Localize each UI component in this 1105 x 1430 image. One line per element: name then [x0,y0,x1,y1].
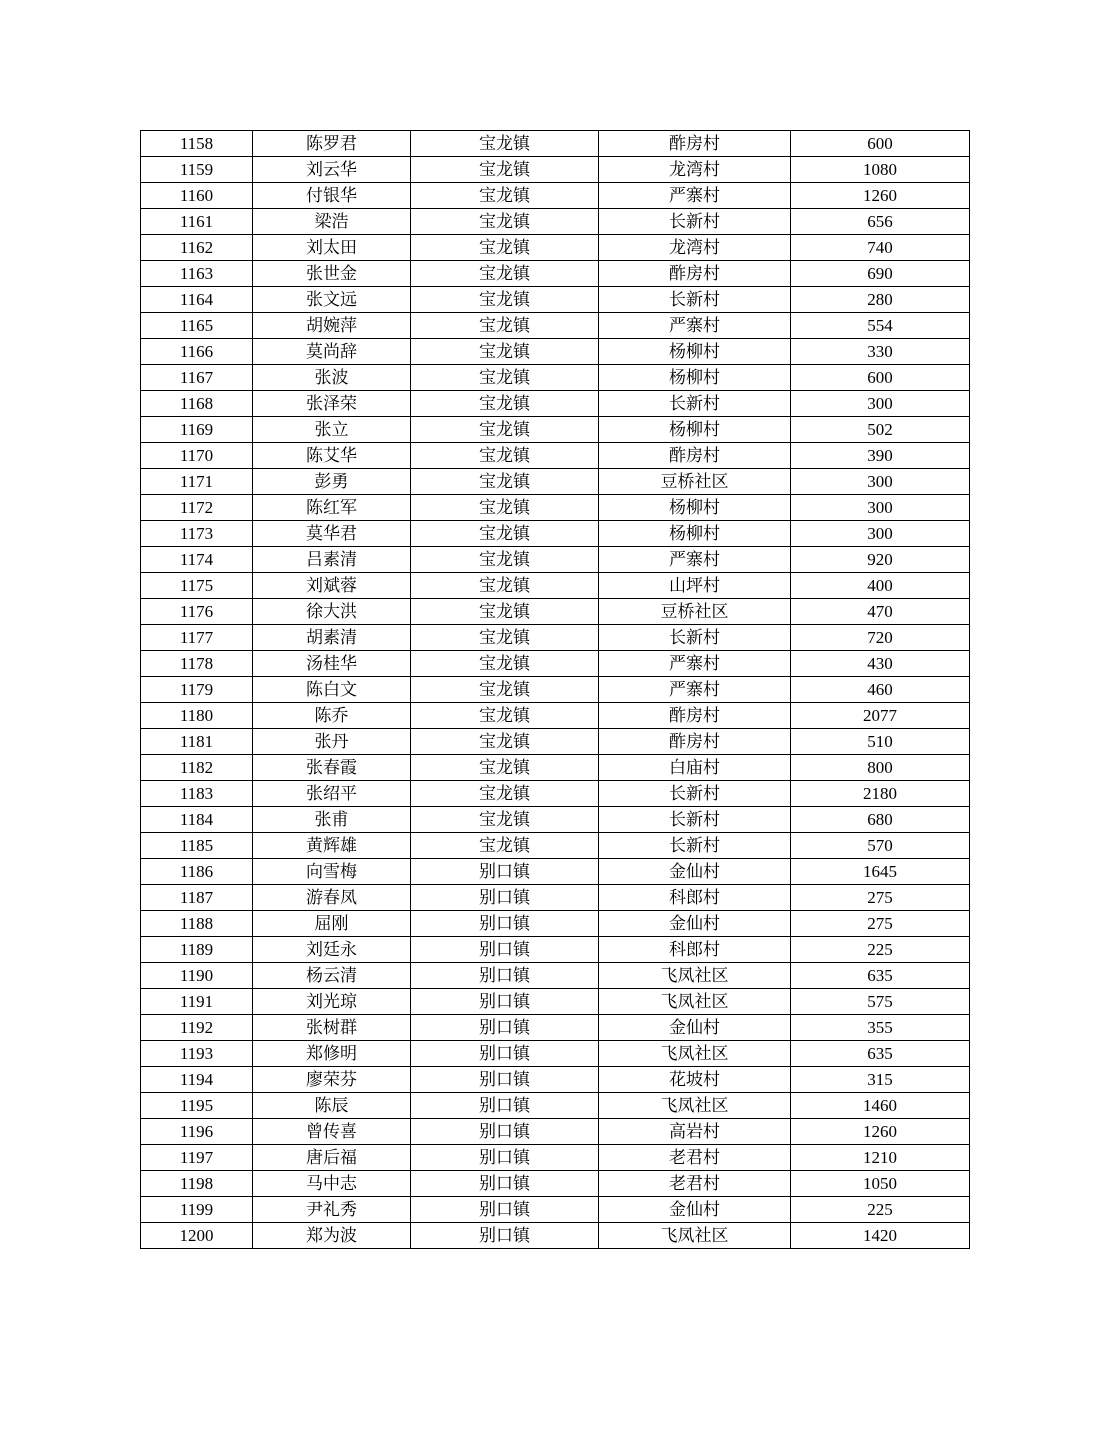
cell-town: 别口镇 [411,1015,599,1041]
table-row [141,781,970,807]
cell-serial-number: 1183 [141,781,253,807]
table-row [141,937,970,963]
cell-town: 宝龙镇 [411,313,599,339]
table-row [141,625,970,651]
roster-table [140,130,970,1249]
cell-village: 山坪村 [599,573,791,599]
cell-serial-number: 1168 [141,391,253,417]
table-row [141,521,970,547]
table-row [141,547,970,573]
table-row [141,755,970,781]
cell-amount: 554 [791,313,970,339]
roster-table-body [141,131,970,1249]
cell-serial-number: 1179 [141,677,253,703]
cell-name: 曾传喜 [253,1119,411,1145]
cell-amount: 1210 [791,1145,970,1171]
cell-amount: 300 [791,391,970,417]
cell-serial-number: 1165 [141,313,253,339]
cell-amount: 315 [791,1067,970,1093]
cell-name: 吕素清 [253,547,411,573]
cell-village: 龙湾村 [599,157,791,183]
cell-town: 宝龙镇 [411,677,599,703]
cell-town: 别口镇 [411,911,599,937]
cell-town: 宝龙镇 [411,443,599,469]
table-row [141,183,970,209]
cell-amount: 2077 [791,703,970,729]
cell-amount: 300 [791,495,970,521]
cell-name: 刘太田 [253,235,411,261]
cell-serial-number: 1178 [141,651,253,677]
cell-town: 别口镇 [411,1223,599,1249]
cell-name: 刘云华 [253,157,411,183]
cell-name: 郑为波 [253,1223,411,1249]
cell-village: 龙湾村 [599,235,791,261]
cell-serial-number: 1172 [141,495,253,521]
cell-serial-number: 1181 [141,729,253,755]
cell-village: 老君村 [599,1145,791,1171]
cell-amount: 300 [791,469,970,495]
cell-amount: 1260 [791,183,970,209]
cell-amount: 575 [791,989,970,1015]
cell-village: 严寨村 [599,651,791,677]
cell-serial-number: 1164 [141,287,253,313]
cell-amount: 280 [791,287,970,313]
cell-town: 宝龙镇 [411,573,599,599]
cell-town: 宝龙镇 [411,365,599,391]
cell-name: 马中志 [253,1171,411,1197]
cell-village: 豆桥社区 [599,599,791,625]
table-row [141,911,970,937]
cell-name: 陈辰 [253,1093,411,1119]
cell-serial-number: 1159 [141,157,253,183]
cell-name: 张丹 [253,729,411,755]
cell-village: 飞凤社区 [599,1041,791,1067]
cell-amount: 355 [791,1015,970,1041]
cell-village: 金仙村 [599,911,791,937]
table-row [141,573,970,599]
table-row [141,365,970,391]
cell-village: 豆桥社区 [599,469,791,495]
table-row [141,495,970,521]
cell-town: 宝龙镇 [411,391,599,417]
cell-serial-number: 1193 [141,1041,253,1067]
cell-town: 宝龙镇 [411,703,599,729]
cell-amount: 635 [791,1041,970,1067]
cell-amount: 1420 [791,1223,970,1249]
cell-serial-number: 1188 [141,911,253,937]
cell-town: 宝龙镇 [411,261,599,287]
cell-serial-number: 1191 [141,989,253,1015]
cell-amount: 225 [791,1197,970,1223]
cell-village: 杨柳村 [599,417,791,443]
cell-serial-number: 1176 [141,599,253,625]
cell-village: 白庙村 [599,755,791,781]
cell-village: 科郎村 [599,937,791,963]
cell-town: 宝龙镇 [411,495,599,521]
cell-amount: 1260 [791,1119,970,1145]
cell-serial-number: 1166 [141,339,253,365]
cell-name: 黄辉雄 [253,833,411,859]
cell-village: 花坡村 [599,1067,791,1093]
cell-name: 彭勇 [253,469,411,495]
cell-town: 宝龙镇 [411,131,599,157]
cell-amount: 330 [791,339,970,365]
table-row [141,989,970,1015]
cell-village: 杨柳村 [599,339,791,365]
cell-name: 胡婉萍 [253,313,411,339]
table-row [141,729,970,755]
table-row [141,235,970,261]
cell-serial-number: 1180 [141,703,253,729]
cell-town: 宝龙镇 [411,833,599,859]
cell-serial-number: 1169 [141,417,253,443]
cell-amount: 720 [791,625,970,651]
table-row [141,807,970,833]
cell-name: 向雪梅 [253,859,411,885]
cell-name: 张树群 [253,1015,411,1041]
cell-amount: 740 [791,235,970,261]
cell-village: 杨柳村 [599,365,791,391]
cell-town: 别口镇 [411,1119,599,1145]
cell-town: 宝龙镇 [411,781,599,807]
cell-serial-number: 1185 [141,833,253,859]
table-row [141,859,970,885]
cell-amount: 635 [791,963,970,989]
cell-village: 长新村 [599,807,791,833]
cell-serial-number: 1167 [141,365,253,391]
cell-amount: 510 [791,729,970,755]
cell-village: 科郎村 [599,885,791,911]
cell-serial-number: 1161 [141,209,253,235]
cell-name: 张文远 [253,287,411,313]
cell-name: 尹礼秀 [253,1197,411,1223]
cell-town: 宝龙镇 [411,625,599,651]
table-row [141,1015,970,1041]
cell-name: 张春霞 [253,755,411,781]
table-row [141,131,970,157]
table-row [141,469,970,495]
cell-amount: 400 [791,573,970,599]
cell-town: 宝龙镇 [411,183,599,209]
cell-serial-number: 1190 [141,963,253,989]
cell-name: 张立 [253,417,411,443]
cell-name: 刘光琼 [253,989,411,1015]
cell-amount: 275 [791,911,970,937]
cell-serial-number: 1163 [141,261,253,287]
cell-serial-number: 1192 [141,1015,253,1041]
cell-village: 长新村 [599,833,791,859]
cell-town: 宝龙镇 [411,729,599,755]
cell-village: 金仙村 [599,1197,791,1223]
cell-town: 别口镇 [411,1093,599,1119]
table-row [141,703,970,729]
cell-village: 金仙村 [599,859,791,885]
cell-amount: 800 [791,755,970,781]
cell-serial-number: 1186 [141,859,253,885]
cell-town: 宝龙镇 [411,339,599,365]
cell-serial-number: 1187 [141,885,253,911]
table-row [141,261,970,287]
cell-serial-number: 1171 [141,469,253,495]
cell-serial-number: 1184 [141,807,253,833]
cell-name: 陈罗君 [253,131,411,157]
cell-amount: 1080 [791,157,970,183]
cell-town: 别口镇 [411,1067,599,1093]
table-row [141,599,970,625]
cell-name: 汤桂华 [253,651,411,677]
cell-village: 飞凤社区 [599,989,791,1015]
cell-town: 别口镇 [411,937,599,963]
cell-town: 宝龙镇 [411,287,599,313]
cell-village: 长新村 [599,625,791,651]
cell-name: 张绍平 [253,781,411,807]
cell-town: 宝龙镇 [411,209,599,235]
cell-village: 杨柳村 [599,495,791,521]
cell-town: 别口镇 [411,963,599,989]
cell-village: 酢房村 [599,131,791,157]
cell-amount: 430 [791,651,970,677]
cell-village: 飞凤社区 [599,963,791,989]
cell-town: 宝龙镇 [411,417,599,443]
cell-name: 唐后福 [253,1145,411,1171]
cell-amount: 680 [791,807,970,833]
cell-name: 梁浩 [253,209,411,235]
cell-serial-number: 1173 [141,521,253,547]
table-row [141,1067,970,1093]
cell-amount: 570 [791,833,970,859]
cell-town: 别口镇 [411,1197,599,1223]
cell-amount: 390 [791,443,970,469]
cell-amount: 600 [791,365,970,391]
table-row [141,443,970,469]
table-row [141,1093,970,1119]
cell-amount: 920 [791,547,970,573]
cell-name: 莫华君 [253,521,411,547]
cell-serial-number: 1195 [141,1093,253,1119]
table-row [141,1171,970,1197]
cell-town: 宝龙镇 [411,807,599,833]
cell-serial-number: 1174 [141,547,253,573]
cell-serial-number: 1199 [141,1197,253,1223]
table-row [141,677,970,703]
cell-town: 别口镇 [411,1145,599,1171]
table-row [141,1145,970,1171]
cell-village: 长新村 [599,781,791,807]
cell-village: 长新村 [599,391,791,417]
cell-amount: 1460 [791,1093,970,1119]
cell-serial-number: 1175 [141,573,253,599]
cell-town: 宝龙镇 [411,235,599,261]
cell-town: 宝龙镇 [411,651,599,677]
cell-village: 酢房村 [599,261,791,287]
cell-town: 宝龙镇 [411,157,599,183]
cell-serial-number: 1158 [141,131,253,157]
cell-town: 别口镇 [411,859,599,885]
cell-amount: 275 [791,885,970,911]
cell-amount: 656 [791,209,970,235]
cell-town: 别口镇 [411,989,599,1015]
cell-name: 陈乔 [253,703,411,729]
table-row [141,1197,970,1223]
table-row [141,287,970,313]
cell-name: 张甫 [253,807,411,833]
table-row [141,339,970,365]
cell-name: 游春凤 [253,885,411,911]
cell-name: 杨云清 [253,963,411,989]
cell-name: 张泽荣 [253,391,411,417]
cell-village: 酢房村 [599,703,791,729]
cell-serial-number: 1182 [141,755,253,781]
cell-serial-number: 1198 [141,1171,253,1197]
cell-serial-number: 1197 [141,1145,253,1171]
table-row [141,1223,970,1249]
cell-name: 廖荣芬 [253,1067,411,1093]
cell-amount: 690 [791,261,970,287]
cell-town: 宝龙镇 [411,599,599,625]
cell-village: 严寨村 [599,547,791,573]
cell-amount: 2180 [791,781,970,807]
table-row [141,391,970,417]
cell-village: 金仙村 [599,1015,791,1041]
cell-name: 胡素清 [253,625,411,651]
cell-village: 飞凤社区 [599,1223,791,1249]
cell-name: 陈白文 [253,677,411,703]
cell-amount: 460 [791,677,970,703]
cell-village: 高岩村 [599,1119,791,1145]
cell-name: 付银华 [253,183,411,209]
cell-amount: 300 [791,521,970,547]
cell-serial-number: 1194 [141,1067,253,1093]
cell-name: 张世金 [253,261,411,287]
cell-amount: 1050 [791,1171,970,1197]
table-row [141,1041,970,1067]
cell-name: 徐大洪 [253,599,411,625]
cell-serial-number: 1177 [141,625,253,651]
cell-name: 张波 [253,365,411,391]
cell-village: 严寨村 [599,313,791,339]
cell-name: 陈红军 [253,495,411,521]
table-row [141,313,970,339]
cell-town: 宝龙镇 [411,547,599,573]
cell-town: 宝龙镇 [411,521,599,547]
cell-name: 莫尚辞 [253,339,411,365]
cell-name: 屈刚 [253,911,411,937]
cell-name: 陈艾华 [253,443,411,469]
cell-town: 宝龙镇 [411,755,599,781]
cell-serial-number: 1196 [141,1119,253,1145]
table-row [141,417,970,443]
cell-serial-number: 1200 [141,1223,253,1249]
cell-amount: 470 [791,599,970,625]
cell-amount: 600 [791,131,970,157]
cell-village: 长新村 [599,287,791,313]
cell-village: 严寨村 [599,677,791,703]
cell-town: 别口镇 [411,1171,599,1197]
cell-name: 刘廷永 [253,937,411,963]
cell-serial-number: 1189 [141,937,253,963]
cell-serial-number: 1162 [141,235,253,261]
table-row [141,833,970,859]
cell-name: 刘斌蓉 [253,573,411,599]
cell-village: 酢房村 [599,729,791,755]
cell-serial-number: 1160 [141,183,253,209]
cell-amount: 1645 [791,859,970,885]
cell-town: 宝龙镇 [411,469,599,495]
cell-town: 别口镇 [411,885,599,911]
table-row [141,1119,970,1145]
cell-village: 严寨村 [599,183,791,209]
table-row [141,885,970,911]
cell-village: 杨柳村 [599,521,791,547]
cell-village: 飞凤社区 [599,1093,791,1119]
cell-village: 长新村 [599,209,791,235]
cell-serial-number: 1170 [141,443,253,469]
cell-amount: 225 [791,937,970,963]
cell-village: 老君村 [599,1171,791,1197]
table-row [141,157,970,183]
table-row [141,209,970,235]
cell-name: 郑修明 [253,1041,411,1067]
table-row [141,651,970,677]
cell-amount: 502 [791,417,970,443]
cell-town: 别口镇 [411,1041,599,1067]
cell-village: 酢房村 [599,443,791,469]
table-row [141,963,970,989]
